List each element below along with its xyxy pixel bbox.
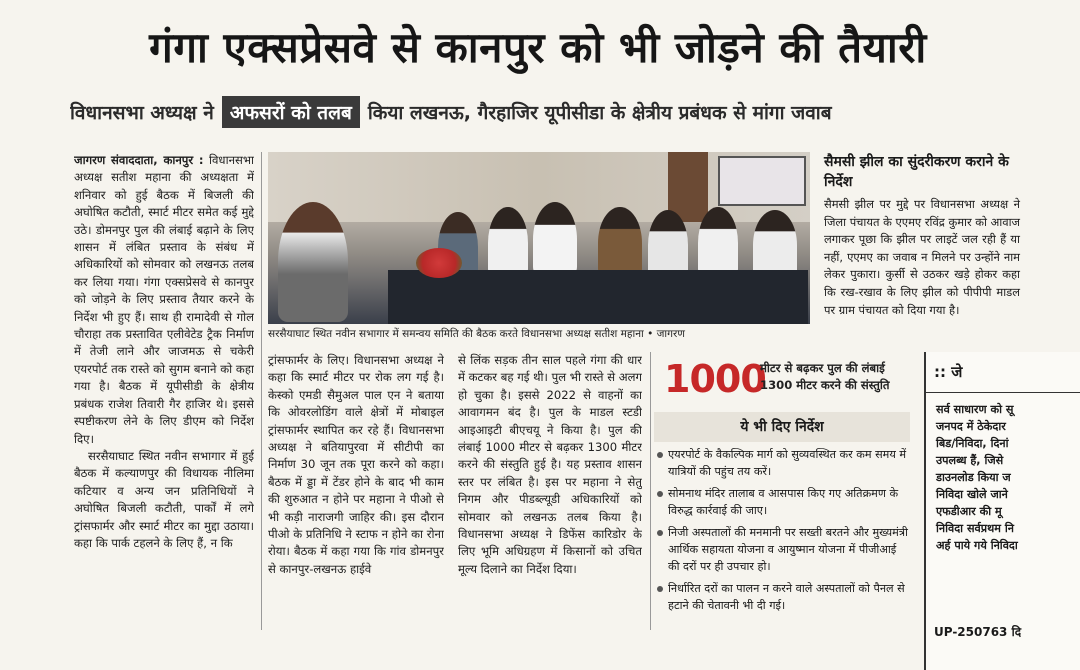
subheadline bbox=[70, 92, 1020, 132]
photo-table bbox=[388, 270, 808, 324]
subhead-before: विधानसभा अध्यक्ष ने bbox=[70, 102, 214, 124]
ad-heading: :: जे bbox=[926, 352, 1080, 393]
ad-line: अर्ह पाये गये निविदा bbox=[936, 539, 1018, 552]
column3-text: से लिंक सड़क तीन साल पहले गंगा की धार में कटकर बह गई थी। पुल भी रास्ते से अलग हो चुका है। इससे 2022 से वाहनों का आवागमन बंद है। पुल के माडल स्टडी आइआइटी बीएचयू ने किया है। पुल की लंबाई 1000 मीटर से बढ़कर 1300 मीटर करने की संस्तुति हुई है। यह प्रस्ताव शासन स्तर पर लंबित है। इस पर महाना ने सेतु निगम और पीडब्ल्यूडी अधिकारियों को सोमवार को लखनऊ तलब किया है। विधानसभा अध्यक्ष ने डिफेंस कारिडोर के लिए भूमि अधिग्रहण में किसानों को उचित मूल्य दिलाने का निर्देश दिया। bbox=[458, 353, 642, 576]
ad-line: निविदा सर्वप्रथम नि bbox=[936, 522, 1014, 535]
article-column-2 bbox=[268, 352, 444, 630]
headline: गंगा एक्सप्रेसवे से कानपुर को भी जोड़ने की तैयारी bbox=[149, 23, 927, 72]
tender-advertisement bbox=[924, 352, 1080, 670]
ad-line: बिड/निविदा, दिनां bbox=[936, 437, 1009, 450]
photo-flowers bbox=[416, 248, 462, 278]
column2-text: ट्रांसफार्मर के लिए। विधानसभा अध्यक्ष ने कहा कि स्मार्ट मीटर पर रोक लग गई है। केस्को एमडी सैमुअल पाल एन ने बताया कि ओवरलोडिंग वाले क्षेत्रों में मोबाइल ट्रांसफार्मर स्थापित कर रहे हैं। विधानसभा अध्यक्ष ने बतियापुरवा में सीटीपी का निर्माण 30 जून तक पूरा करने को कहा। बैठक में ड्डा में टेंडर होने के बाद भी काम की शुरुआत न होने पर महाना ने पीओ से भी कड़ी नाराजगी जाहिर की। इस दौरान पीओ के प्रतिनिधि ने स्टाफ न होने का रोना रोया। बैठक में कहा गया कि गांव डोमनपुर से कानपुर-लखनऊ हाईवे bbox=[268, 353, 444, 576]
column1-paragraph-2: सरसैयाघाट स्थित नवीन सभागार में हुई बैठक में कल्याणपुर की विधायक नीलिमा कटियार व अन्य जन प्रतिनिधियों ने अघोषित बिजली कटौती, पार्कों में लगे ट्रांसफार्मर और स्मार्ट मीटर का मुद्दा उठाया। कहा कि पार्क टहलने के लिए हैं, न कि bbox=[74, 448, 254, 550]
photo-person bbox=[533, 202, 577, 277]
ad-line: उपलब्ध हैं, जिसे bbox=[936, 454, 1004, 467]
news-photo bbox=[268, 152, 810, 324]
directive-item: एयरपोर्ट के वैकल्पिक मार्ग को सुव्यवस्थित कर कम समय में यात्रियों की पहुंच तय करें। bbox=[656, 446, 908, 480]
ad-line: सर्व साधारण को सू bbox=[936, 403, 1014, 416]
photo-person bbox=[598, 207, 642, 279]
photo-caption: सरसैयाघाट स्थित नवीन सभागार में समन्वय समिति की बैठक करते विधानसभा अध्यक्ष सतीश महाना • जागरण bbox=[268, 328, 685, 340]
column-divider bbox=[261, 152, 262, 630]
byline: जागरण संवाददाता, कानपुर : bbox=[74, 153, 204, 167]
directive-item: निर्धारित दरों का पालन न करने वाले अस्पतालों को पैनल से हटाने की चेतावनी भी दी गई। bbox=[656, 580, 908, 614]
photo-person bbox=[488, 207, 528, 279]
directive-item: सोमनाथ मंदिर तालाब व आसपास किए गए अतिक्रमण के विरुद्ध कार्रवाई की जाए। bbox=[656, 485, 908, 519]
directives-title: ये भी दिए निर्देश bbox=[654, 412, 910, 442]
column1-paragraph-1: विधानसभा अध्यक्ष सतीश महाना की अध्यक्षता में शनिवार को हुई बैठक में बिजली की अघोषित कटौती, स्मार्ट मीटर समेत कई मुद्दे उठे। डोमनपुर पुल की लंबाई बढ़ाने के लिए शासन में लंबित प्रस्ताव के संबंध में अधिकारियों को सोमवार को लखनऊ तलब कर लिया गया। गंगा एक्सप्रेसवे से कानपुर को जोड़ने के लिए प्रस्ताव तैयार करने के निर्देश भी हुए हैं। साथ ही रामादेवी से गोल चौराहा तक प्रस्तावित एलीवेटेड ट्रैक निर्माण में तेजी लाने और जाजमऊ से चकेरी एयरपोर्ट तक रास्ते को सुगम बनाने को कहा गया है। बैठक में यूपीसीडी के क्षेत्रीय प्रबंधक राजेश तिवारी गैर हाजिर थे। इससे स्पष्टीकरण लेने के लिए डीएम को निर्देश दिए। bbox=[74, 153, 254, 446]
sidebox-body: सैमसी झील पर मुद्दे पर विधानसभा अध्यक्ष ने जिला पंचायत के एएमए रविंद्र कुमार को आवाज लगाकर पूछा कि झील पर लाइटें जल रही हैं या नहीं, एएमए का जवाब न मिलने पर उन्होंने नाम लेकर पुकारा। कुर्सी से उठकर खड़े होकर कहा कि रख-रखाव के लिए झील को पीपीपी माडल पर ग्राम पंचायत को दिया गया है। bbox=[824, 197, 1020, 317]
directive-item: निजी अस्पतालों की मनमानी पर सख्ती बरतने और मुख्यमंत्री आर्थिक सहायता योजना व आयुष्मान योजना में पीजीआई की दरों पर ही उपचार हो। bbox=[656, 524, 908, 575]
ad-line: निविदा खोले जाने bbox=[936, 488, 1008, 501]
stat-text: मीटर से बढ़कर पुल की लंबाई 1300 मीटर करने की संस्तुति bbox=[760, 361, 890, 392]
subhead-after: किया लखनऊ, गैरहाजिर यूपीसीडा के क्षेत्रीय प्रबंधक से मांगा जवाब bbox=[367, 102, 832, 124]
ad-line: जनपद में ठेकेदार bbox=[936, 420, 1006, 433]
directives-list bbox=[656, 446, 908, 619]
ad-body bbox=[926, 393, 1080, 554]
photo-person bbox=[698, 207, 738, 279]
column-divider bbox=[650, 352, 651, 630]
article-column-1 bbox=[74, 152, 254, 632]
ad-footer: UP-250763 दि bbox=[934, 625, 1022, 639]
photo-screen bbox=[718, 156, 806, 206]
subhead-highlight-tag: अफसरों को तलब bbox=[222, 96, 360, 128]
ad-line: डाउनलोड किया ज bbox=[936, 471, 1011, 484]
article-column-3 bbox=[458, 352, 642, 630]
sidebox-title: सैमसी झील का सुंदरीकरण कराने के निर्देश bbox=[824, 154, 1009, 190]
stat-number: 1000 bbox=[664, 357, 766, 401]
photo-speaker bbox=[278, 202, 348, 322]
ad-line: एफडीआर की मू bbox=[936, 505, 1002, 518]
